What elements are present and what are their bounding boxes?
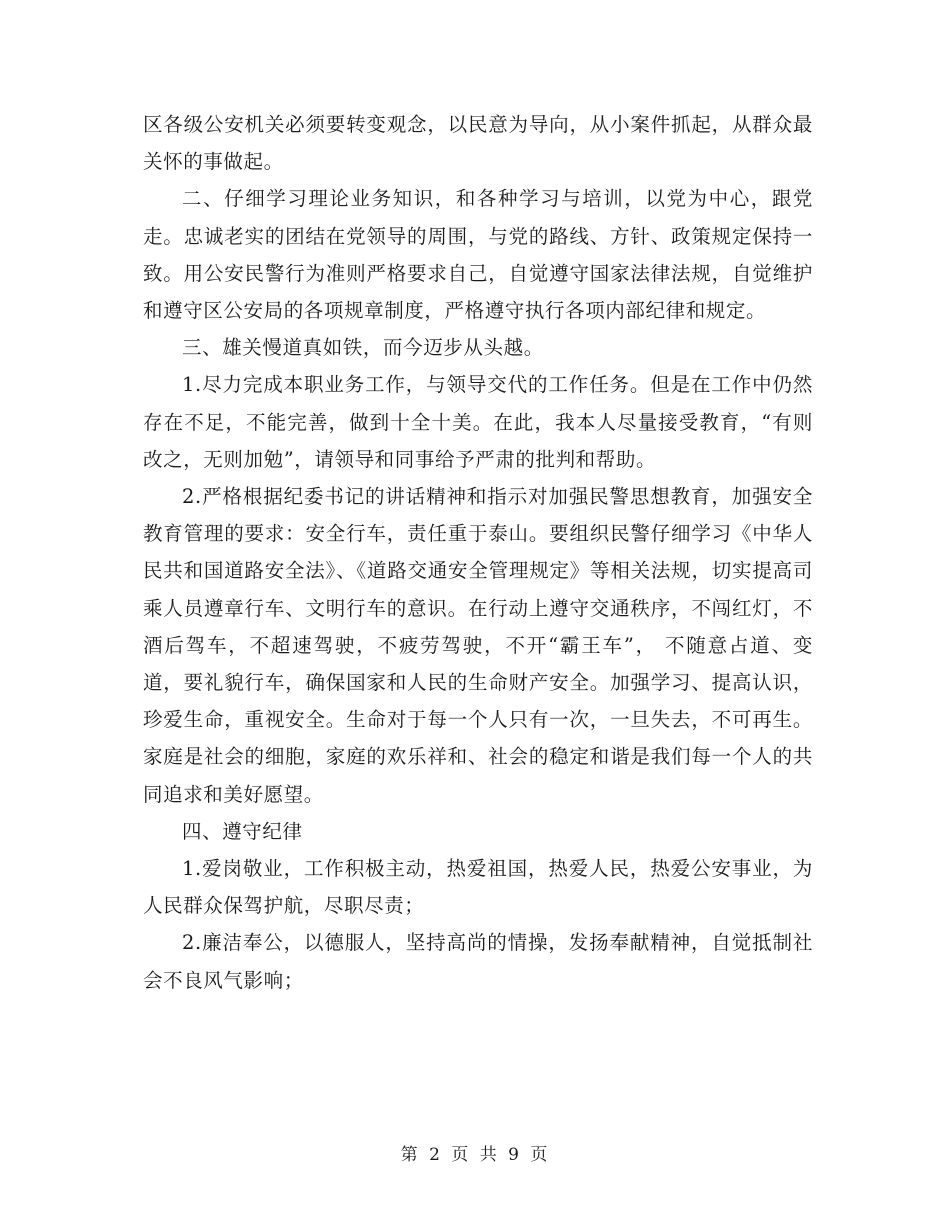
paragraph-item-2: 2.严格根据纪委书记的讲话精神和指示对加强民警思想教育，加强安全教育管理的要求：安全行车，责任重于泰山。要组织民警仔细学习《中华人民共和国道路安全法》、《道路交通安全管理规定》等相关法规，切实提高司乘人员遵章行车、文明行车的意识。在行动上遵守交通秩序，不闯红灯，不酒后驾车，不超速驾驶，不疲劳驾驶，不开“霸王车”， 不随意占道、变道，要礼貌行车，确保国家和人民的生命财产安全。加强学习、提高认识，珍爱生命，重视安全。生命对于每一个人只有一次，一旦失去，不可再生。家庭是社会的细胞，家庭的欢乐祥和、社会的稳定和谐是我们每一个人的共同追求和美好愿望。 [143,485,813,806]
paragraph-section-four-heading: 四、遵守纪律 [182,819,303,843]
paragraph-discipline-2: 2.廉洁奉公，以德服人，坚持高尚的情操，发扬奉献精神，自觉抵制社会不良风气影响； [143,931,813,992]
paragraph-section-three-heading: 三、雄关慢道真如铁，而今迈步从头越。 [182,336,544,360]
paragraph-item-1: 1.尽力完成本职业务工作，与领导交代的工作任务。但是在工作中仍然存在不足，不能完善，做到十全十美。在此，我本人尽量接受教育，“有则改之，无则加勉”，请领导和同事给予严肃的批判和帮助。 [143,373,813,471]
paragraph-continuation: 区各级公安机关必须要转变观念，以民意为导向，从小案件抓起，从群众最关怀的事做起。 [143,113,813,174]
document-body [143,106,813,999]
paragraph-section-two: 二、仔细学习理论业务知识，和各种学习与培训，以党为中心，跟党走。忠诚老实的团结在党领导的周围，与党的路线、方针、政策规定保持一致。用公安民警行为准则严格要求自己，自觉遵守国家法律法规，自觉维护和遵守区公安局的各项规章制度，严格遵守执行各项内部纪律和规定。 [143,187,813,323]
paragraph-discipline-1: 1.爱岗敬业，工作积极主动，热爱祖国，热爱人民，热爱公安事业，为人民群众保驾护航，尽职尽责； [143,857,813,918]
page-number-footer: 第 2 页 共 9 页 [400,1145,550,1165]
